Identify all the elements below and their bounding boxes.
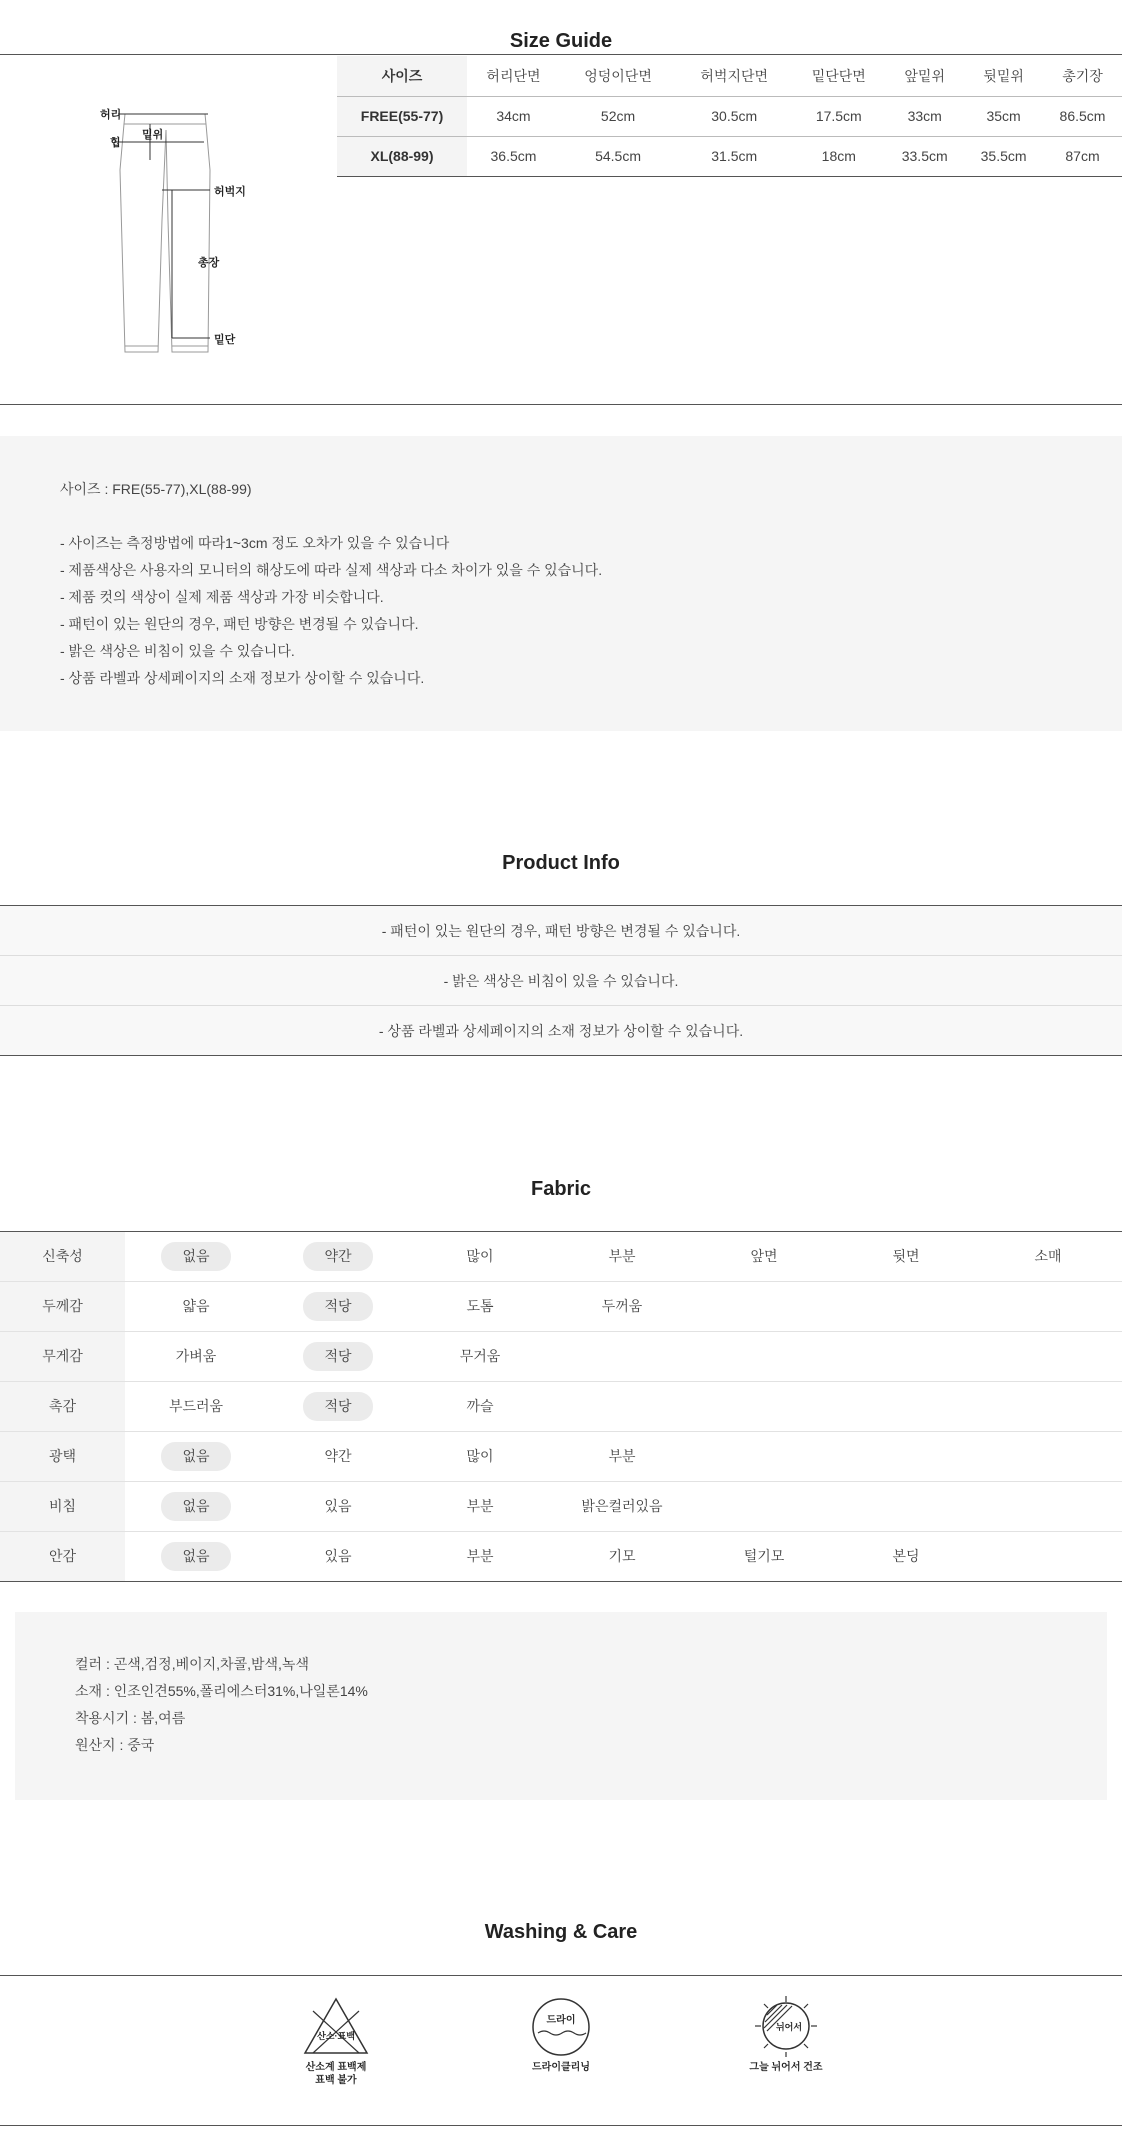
- size-guide-bottom-rule: [0, 404, 1122, 405]
- care-item-shade-dry: [716, 1995, 856, 2095]
- size-header-cell: 뒷밑위: [964, 56, 1043, 96]
- size-cell: 35.5cm: [964, 136, 1043, 176]
- fabric-option: [977, 1432, 1119, 1481]
- fabric-option: 얇음: [182, 1298, 210, 1314]
- fabric-row-label: 안감: [0, 1532, 125, 1581]
- size-guide-title: Size Guide: [509, 30, 613, 52]
- fabric-row-label: 광택: [0, 1432, 125, 1481]
- diagram-label-waist: 허리: [100, 109, 122, 121]
- fabric-option: [835, 1332, 977, 1381]
- size-header-cell: 허리단면: [467, 56, 560, 96]
- fabric-title: Fabric: [530, 1178, 592, 1200]
- fabric-row: [0, 1432, 1122, 1482]
- material-panel: [15, 1612, 1107, 1800]
- fabric-option: 앞면: [750, 1248, 778, 1264]
- size-cell: 33cm: [885, 96, 964, 136]
- fabric-option: 가벼움: [175, 1348, 217, 1364]
- care-item-no-bleach: [266, 1995, 406, 2095]
- size-table-row: [337, 136, 1122, 176]
- size-cell: 33.5cm: [885, 136, 964, 176]
- diagram-label-hip: 힙: [110, 137, 121, 149]
- fabric-option: 소매: [1034, 1248, 1062, 1264]
- fabric-option: [835, 1482, 977, 1531]
- fabric-option-selected: 약간: [267, 1232, 409, 1281]
- fabric-option: [693, 1482, 835, 1531]
- care-label: 표백 불가: [315, 2075, 357, 2086]
- care-label: 드라이클리닝: [532, 2062, 590, 2073]
- size-cell: 87cm: [1043, 136, 1122, 176]
- fabric-row-label: 무게감: [0, 1332, 125, 1381]
- fabric-option: 까슬: [466, 1398, 494, 1414]
- material-line-season: 착용시기 : 봄,여름: [75, 1710, 186, 1726]
- no-bleach-triangle-icon: [301, 1995, 371, 2057]
- fabric-option: 부분: [466, 1498, 494, 1514]
- fabric-row-label: 두께감: [0, 1282, 125, 1331]
- fabric-row: [0, 1482, 1122, 1532]
- shade-dry-mark: 뉘어서: [775, 2022, 803, 2032]
- material-line-composition: 소재 : 인조인견55%,폴리에스터31%,나일론14%: [75, 1683, 368, 1699]
- size-cell: 86.5cm: [1043, 96, 1122, 136]
- fabric-option: [693, 1282, 835, 1331]
- fabric-option: 있음: [324, 1548, 352, 1564]
- fabric-option: 밝은컬러있음: [581, 1498, 663, 1514]
- diagram-label-hem: 밑단: [214, 334, 236, 346]
- fabric-option: 약간: [324, 1448, 352, 1464]
- washing-bottom-rule: [0, 2125, 1122, 2126]
- fabric-row-label: 신축성: [0, 1232, 125, 1281]
- dry-clean-icon: [526, 1995, 596, 2057]
- size-cell: 54.5cm: [560, 136, 676, 176]
- fabric-table: [0, 1232, 1122, 1582]
- size-cell: FREE(55-77): [337, 96, 467, 136]
- size-notes-panel: [0, 436, 1122, 731]
- fabric-option: 도톰: [466, 1298, 494, 1314]
- size-header-cell: 사이즈: [337, 56, 467, 96]
- fabric-row: [0, 1232, 1122, 1282]
- fabric-row-label: 비침: [0, 1482, 125, 1531]
- fabric-option: 있음: [324, 1498, 352, 1514]
- note-line: - 상품 라벨과 상세페이지의 소재 정보가 상이할 수 있습니다.: [60, 670, 425, 686]
- fabric-option: 무거움: [459, 1348, 501, 1364]
- fabric-option-selected: 없음: [125, 1482, 267, 1531]
- care-label: 그늘 뉘어서 건조: [749, 2062, 823, 2073]
- size-guide-top-rule: [0, 54, 1122, 55]
- fabric-option: [977, 1482, 1119, 1531]
- fabric-option: [977, 1532, 1119, 1581]
- note-line: - 사이즈는 측정방법에 따라1~3cm 정도 오차가 있을 수 있습니다: [60, 535, 450, 551]
- size-cell: 52cm: [560, 96, 676, 136]
- dry-clean-mark: 드라이: [546, 2015, 576, 2026]
- size-cell: 34cm: [467, 96, 560, 136]
- fabric-row-label: 촉감: [0, 1382, 125, 1431]
- fabric-option: [977, 1332, 1119, 1381]
- size-header-cell: 허벅지단면: [676, 56, 792, 96]
- care-item-dry-clean: [491, 1995, 631, 2095]
- size-table-row: [337, 96, 1122, 136]
- size-cell: 31.5cm: [676, 136, 792, 176]
- size-cell: XL(88-99): [337, 136, 467, 176]
- size-cell: 18cm: [792, 136, 885, 176]
- note-line: - 밝은 색상은 비침이 있을 수 있습니다.: [60, 643, 295, 659]
- fabric-row: [0, 1382, 1122, 1432]
- size-table-header-row: [337, 56, 1122, 96]
- fabric-option: [693, 1382, 835, 1431]
- fabric-option: 많이: [466, 1448, 494, 1464]
- size-cell: 30.5cm: [676, 96, 792, 136]
- fabric-option: [977, 1382, 1119, 1431]
- fabric-option: 부분: [608, 1448, 636, 1464]
- fabric-option-selected: 없음: [125, 1432, 267, 1481]
- size-table: [337, 56, 1122, 177]
- fabric-option: [835, 1432, 977, 1481]
- note-line: - 제품색상은 사용자의 모니터의 해상도에 따라 실제 색상과 다소 차이가 있을 수 있습니다.: [60, 562, 603, 578]
- note-line: - 제품 컷의 색상이 실제 제품 색상과 가장 비슷합니다.: [60, 589, 384, 605]
- size-summary-line: 사이즈 : FRE(55-77),XL(88-99): [60, 481, 252, 497]
- diagram-label-thigh: 허벅지: [214, 186, 246, 198]
- note-line: - 패턴이 있는 원단의 경우, 패턴 방향은 변경될 수 있습니다.: [60, 616, 419, 632]
- fabric-option: [551, 1382, 693, 1431]
- fabric-option: [693, 1332, 835, 1381]
- product-info-list: [0, 906, 1122, 1056]
- product-info-row: - 패턴이 있는 원단의 경우, 패턴 방향은 변경될 수 있습니다.: [0, 906, 1122, 956]
- fabric-option-selected: 없음: [125, 1532, 267, 1581]
- fabric-row: [0, 1282, 1122, 1332]
- material-line-color: 컬러 : 곤색,검정,베이지,차콜,밤색,녹색: [75, 1656, 309, 1672]
- care-label: 산소계 표백제: [305, 2062, 367, 2073]
- fabric-option: [551, 1332, 693, 1381]
- size-cell: 35cm: [964, 96, 1043, 136]
- size-header-cell: 밑단단면: [792, 56, 885, 96]
- fabric-option: 부드러움: [168, 1398, 224, 1414]
- product-info-row: - 밝은 색상은 비침이 있을 수 있습니다.: [0, 956, 1122, 1006]
- no-bleach-mark: 산소·표백: [317, 2031, 355, 2041]
- fabric-option: [835, 1282, 977, 1331]
- diagram-label-length: 총장: [198, 257, 220, 269]
- size-header-cell: 앞밑위: [885, 56, 964, 96]
- fabric-option: 두꺼움: [601, 1298, 643, 1314]
- washing-title: Washing & Care: [484, 1921, 638, 1943]
- fabric-row: [0, 1332, 1122, 1382]
- fabric-option: 부분: [466, 1548, 494, 1564]
- size-cell: 17.5cm: [792, 96, 885, 136]
- washing-top-rule: [0, 1975, 1122, 1976]
- fabric-option-selected: 적당: [267, 1332, 409, 1381]
- fabric-option: 털기모: [743, 1548, 785, 1564]
- shade-dry-flat-icon: [751, 1995, 821, 2057]
- pants-measurement-diagram: [90, 100, 270, 370]
- diagram-label-rise: 밑위: [142, 129, 164, 141]
- fabric-option: 뒷면: [892, 1248, 920, 1264]
- fabric-option: [835, 1382, 977, 1431]
- size-header-cell: 총기장: [1043, 56, 1122, 96]
- fabric-row: [0, 1532, 1122, 1582]
- size-cell: 36.5cm: [467, 136, 560, 176]
- fabric-option: [977, 1282, 1119, 1331]
- fabric-option-selected: 적당: [267, 1382, 409, 1431]
- fabric-option: 많이: [466, 1248, 494, 1264]
- fabric-option-selected: 적당: [267, 1282, 409, 1331]
- size-header-cell: 엉덩이단면: [560, 56, 676, 96]
- product-info-row: - 상품 라벨과 상세페이지의 소재 정보가 상이할 수 있습니다.: [0, 1006, 1122, 1056]
- product-info-title: Product Info: [502, 852, 620, 874]
- fabric-option: [693, 1432, 835, 1481]
- fabric-option: 기모: [608, 1548, 636, 1564]
- material-line-origin: 원산지 : 중국: [75, 1737, 155, 1753]
- fabric-option: 본딩: [892, 1548, 920, 1564]
- fabric-option: 부분: [608, 1248, 636, 1264]
- fabric-option-selected: 없음: [125, 1232, 267, 1281]
